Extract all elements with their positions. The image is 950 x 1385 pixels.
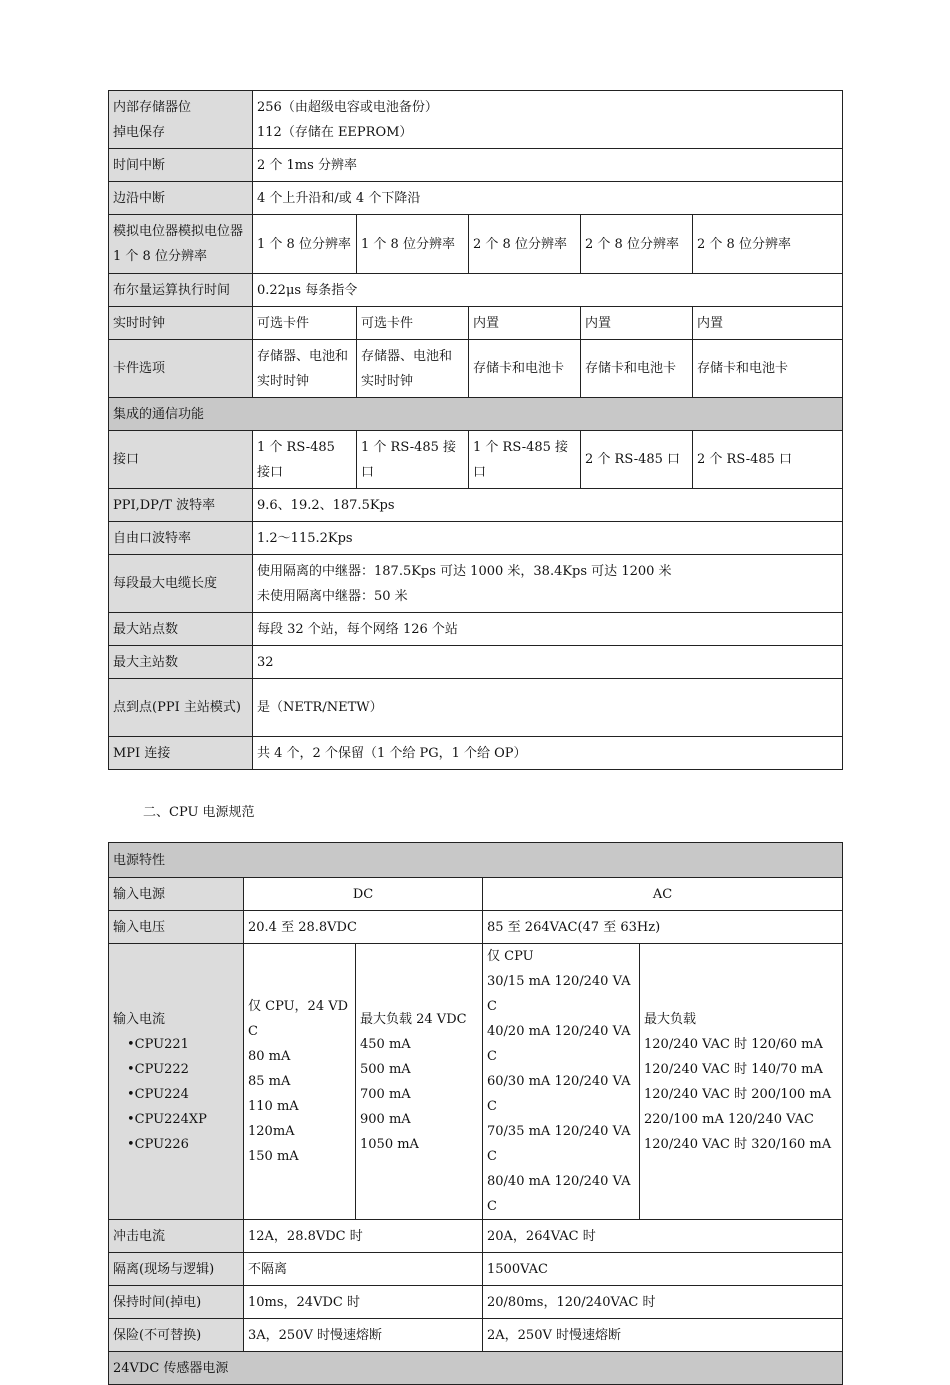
dc-cpu-only-cell: 仅 CPU，24 VDC 80 mA 85 mA 110 mA 120mA 150 mA bbox=[244, 944, 356, 1220]
ports-cell: 1 个 RS-485 接口 bbox=[253, 431, 357, 489]
ppi-baud-value: 9.6、19.2、187.5Kps bbox=[253, 489, 843, 522]
memory-retention-value: 256（由超级电容或电池备份） 112（存储在 EEPROM） bbox=[253, 91, 843, 149]
mpi-value: 共 4 个，2 个保留（1 个给 PG，1 个给 OP） bbox=[253, 737, 843, 770]
dc-max-load-cell: 最大负载 24 VDC 450 mA 500 mA 700 mA 900 mA 1050 mA bbox=[356, 944, 483, 1220]
table-row bbox=[109, 182, 843, 215]
inrush-dc: 12A，28.8VDC 时 bbox=[244, 1220, 483, 1253]
analog-pot-cell: 2 个 8 位分辨率 bbox=[693, 215, 843, 274]
table-row bbox=[109, 522, 843, 555]
fuse-dc: 3A，250V 时慢速熔断 bbox=[244, 1319, 483, 1352]
cartridge-label: 卡件选项 bbox=[109, 340, 253, 398]
table-row bbox=[109, 274, 843, 307]
model-item: •CPU221 bbox=[127, 1036, 189, 1052]
cable-length-label: 每段最大电缆长度 bbox=[109, 555, 253, 613]
comm-section-header: 集成的通信功能 bbox=[109, 398, 843, 431]
rtc-label: 实时时钟 bbox=[109, 307, 253, 340]
rtc-cell: 可选卡件 bbox=[357, 307, 469, 340]
table-row bbox=[109, 91, 843, 149]
rtc-cell: 内置 bbox=[693, 307, 843, 340]
power-section-header: 电源特性 bbox=[109, 843, 843, 878]
table-row bbox=[109, 307, 843, 340]
table-row bbox=[109, 555, 843, 613]
ac-cpu-only-cell: 仅 CPU 30/15 mA 120/240 VAC 40/20 mA 120/240 VAC 60/30 mA 120/240 VAC 70/35 mA 120/240 VAC 80/40 mA 120/240 VAC bbox=[483, 944, 640, 1220]
ptp-value: 是（NETR/NETW） bbox=[253, 679, 843, 737]
holdup-label: 保持时间(掉电) bbox=[109, 1286, 244, 1319]
rtc-cell: 内置 bbox=[581, 307, 693, 340]
ports-cell: 2 个 RS-485 口 bbox=[693, 431, 843, 489]
edge-interrupt-value: 4 个上升沿和/或 4 个下降沿 bbox=[253, 182, 843, 215]
max-stations-value: 每段 32 个站，每个网络 126 个站 bbox=[253, 613, 843, 646]
table-row bbox=[109, 489, 843, 522]
time-interrupt-label: 时间中断 bbox=[109, 149, 253, 182]
table-row bbox=[109, 340, 843, 398]
cartridge-cell: 存储卡和电池卡 bbox=[469, 340, 581, 398]
table-row bbox=[109, 1253, 843, 1286]
table-row bbox=[109, 843, 843, 878]
cartridge-cell: 存储卡和电池卡 bbox=[693, 340, 843, 398]
table-row bbox=[109, 878, 843, 911]
edge-interrupt-label: 边沿中断 bbox=[109, 182, 253, 215]
max-masters-value: 32 bbox=[253, 646, 843, 679]
model-item: •CPU224XP bbox=[127, 1111, 207, 1127]
holdup-dc: 10ms，24VDC 时 bbox=[244, 1286, 483, 1319]
cartridge-cell: 存储卡和电池卡 bbox=[581, 340, 693, 398]
table-row bbox=[109, 1220, 843, 1253]
isolation-ac: 1500VAC bbox=[483, 1253, 843, 1286]
bool-exec-value: 0.22μs 每条指令 bbox=[253, 274, 843, 307]
rtc-cell: 内置 bbox=[469, 307, 581, 340]
table-row bbox=[109, 1319, 843, 1352]
freeport-baud-label: 自由口波特率 bbox=[109, 522, 253, 555]
input-current-label: 输入电流 •CPU221 •CPU222 •CPU224 •CPU224XP •CPU226 bbox=[109, 944, 244, 1220]
sensor-section-header: 24VDC 传感器电源 bbox=[109, 1352, 843, 1385]
dc-header: DC bbox=[244, 878, 483, 911]
table-row bbox=[109, 1286, 843, 1319]
isolation-dc: 不隔离 bbox=[244, 1253, 483, 1286]
input-voltage-label: 输入电压 bbox=[109, 911, 244, 944]
holdup-ac: 20/80ms，120/240VAC 时 bbox=[483, 1286, 843, 1319]
max-stations-label: 最大站点数 bbox=[109, 613, 253, 646]
analog-pot-cell: 1 个 8 位分辨率 bbox=[357, 215, 469, 274]
cable-length-value: 使用隔离的中继器：187.5Kps 可达 1000 米，38.4Kps 可达 1200 米 未使用隔离中继器：50 米 bbox=[253, 555, 843, 613]
time-interrupt-value: 2 个 1ms 分辨率 bbox=[253, 149, 843, 182]
fuse-label: 保险(不可替换) bbox=[109, 1319, 244, 1352]
bool-exec-label: 布尔量运算执行时间 bbox=[109, 274, 253, 307]
ac-max-load-cell: 最大负载 120/240 VAC 时 120/60 mA 120/240 VAC 时 140/70 mA 120/240 VAC 时 200/100 mA 220/100 mA 120/240 VAC 120/240 VAC 时 320/160 mA bbox=[640, 944, 843, 1220]
ppi-baud-label: PPI,DP/T 波特率 bbox=[109, 489, 253, 522]
inrush-label: 冲击电流 bbox=[109, 1220, 244, 1253]
table-row bbox=[109, 215, 843, 274]
model-item: •CPU226 bbox=[127, 1136, 189, 1152]
cartridge-cell: 存储器、电池和实时时钟 bbox=[253, 340, 357, 398]
table-row bbox=[109, 149, 843, 182]
analog-pot-cell: 1 个 8 位分辨率 bbox=[253, 215, 357, 274]
analog-pot-label: 模拟电位器模拟电位器 1 个 8 位分辨率 bbox=[109, 215, 253, 274]
table-row bbox=[109, 613, 843, 646]
analog-pot-cell: 2 个 8 位分辨率 bbox=[469, 215, 581, 274]
ports-label: 接口 bbox=[109, 431, 253, 489]
input-voltage-dc: 20.4 至 28.8VDC bbox=[244, 911, 483, 944]
cartridge-cell: 存储器、电池和实时时钟 bbox=[357, 340, 469, 398]
max-masters-label: 最大主站数 bbox=[109, 646, 253, 679]
fuse-ac: 2A，250V 时慢速熔断 bbox=[483, 1319, 843, 1352]
memory-retention-label: 内部存储器位 掉电保存 bbox=[109, 91, 253, 149]
freeport-baud-value: 1.2～115.2Kps bbox=[253, 522, 843, 555]
inrush-ac: 20A，264VAC 时 bbox=[483, 1220, 843, 1253]
power-spec-table bbox=[108, 842, 843, 1385]
model-item: •CPU222 bbox=[127, 1061, 189, 1077]
table-row bbox=[109, 1352, 843, 1385]
cpu-spec-table bbox=[108, 90, 843, 770]
table-row bbox=[109, 431, 843, 489]
table-row bbox=[109, 646, 843, 679]
ports-cell: 2 个 RS-485 口 bbox=[581, 431, 693, 489]
ac-header: AC bbox=[483, 878, 843, 911]
table-row bbox=[109, 737, 843, 770]
table-row bbox=[109, 679, 843, 737]
model-item: •CPU224 bbox=[127, 1086, 189, 1102]
ports-cell: 1 个 RS-485 接口 bbox=[357, 431, 469, 489]
analog-pot-cell: 2 个 8 位分辨率 bbox=[581, 215, 693, 274]
ports-cell: 1 个 RS-485 接口 bbox=[469, 431, 581, 489]
table-row bbox=[109, 944, 843, 1220]
isolation-label: 隔离(现场与逻辑) bbox=[109, 1253, 244, 1286]
ptp-label: 点到点(PPI 主站模式) bbox=[109, 679, 253, 737]
table-row bbox=[109, 398, 843, 431]
table-row bbox=[109, 911, 843, 944]
mpi-label: MPI 连接 bbox=[109, 737, 253, 770]
input-power-label: 输入电源 bbox=[109, 878, 244, 911]
section-caption: 二、CPU 电源规范 bbox=[143, 805, 255, 820]
input-voltage-ac: 85 至 264VAC(47 至 63Hz) bbox=[483, 911, 843, 944]
rtc-cell: 可选卡件 bbox=[253, 307, 357, 340]
